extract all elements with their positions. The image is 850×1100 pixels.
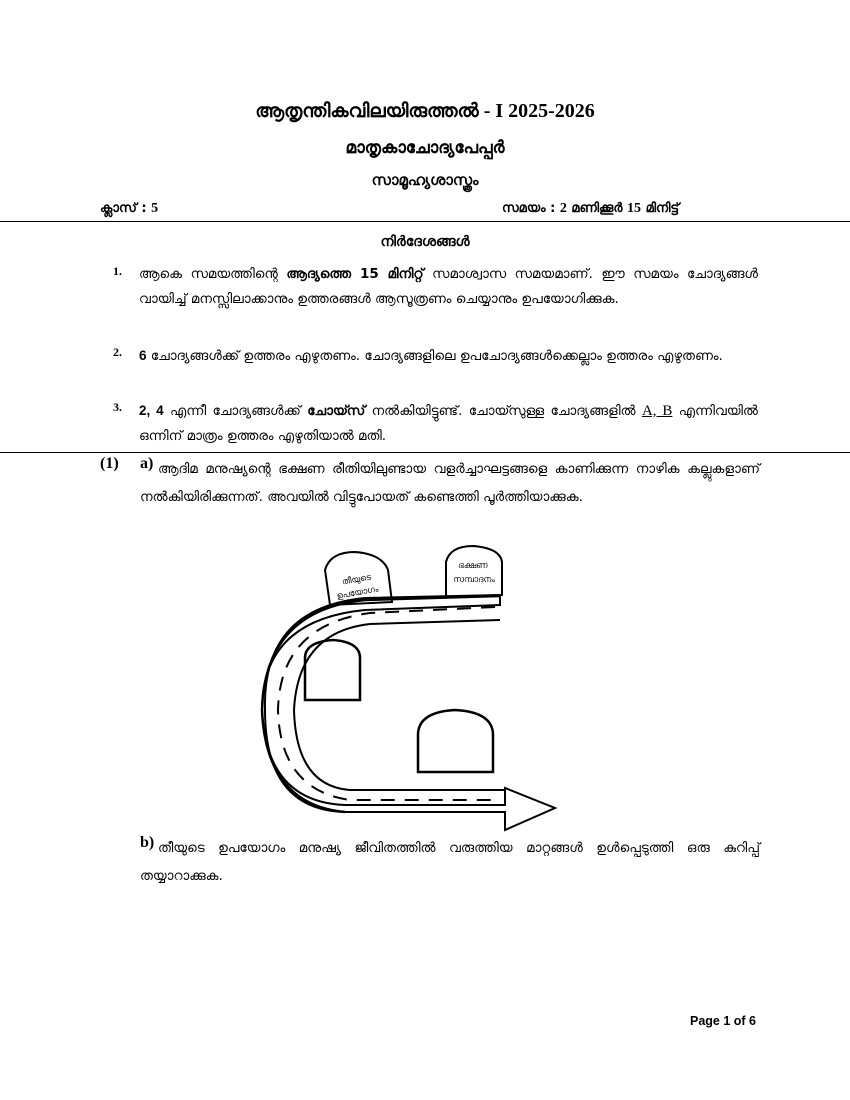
instruction-item [113, 262, 758, 312]
tunnel-upper [305, 640, 360, 700]
page-number: Page 1 of 6 [690, 1014, 756, 1028]
time-label: സമയം : [502, 201, 560, 216]
subquestion-b-text: തീയുടെ ഉപയോഗം മനുഷ്യ ജീവിതത്തിൽ വരുത്തിയ മാറ്റങ്ങൾ ഉൾപ്പെടുത്തി ഒരു കുറിപ്പ് തയ്യാറാക്കുക. [140, 840, 760, 884]
class-label: ക്ലാസ് : [100, 201, 152, 216]
instruction-number: 3. [113, 400, 122, 414]
milestone-1-label-line1: തീയുടെ [341, 572, 372, 588]
milestone-1-label-line2: ഉപയോഗം [335, 584, 380, 602]
milestone-2-label-line2: സമ്പാദനം [453, 575, 495, 585]
time-minutes: 15 [627, 201, 642, 216]
milestone-stone-2 [446, 546, 502, 597]
instructions-divider [0, 452, 850, 453]
paper-type: മാതൃകാചോദ്യപേപ്പർ [345, 138, 505, 158]
subject-title: സാമൂഹ്യശാസ്ത്രം [371, 171, 479, 189]
exam-title [0, 100, 850, 123]
instruction-item [113, 398, 758, 449]
milestone-2-label-line1: ഭക്ഷണ [458, 561, 488, 571]
time-minutes-unit: മിനിട്ട് [641, 201, 680, 216]
subquestion-a-text: ആദിമ മനുഷ്യന്റെ ഭക്ഷണ രീതിയിലുണ്ടായ വളർച്ചാഘട്ടങ്ങളെ കാണിക്കുന്ന നാഴിക കല്ലുകളാണ് നൽകിയിരിക്കുന്നത്. അവയിൽ വിട്ടുപോയത് കണ്ടെത്തി പൂർത്തിയാക്കുക. [140, 461, 760, 505]
header-divider [0, 221, 850, 222]
question-1b [100, 834, 760, 890]
subquestion-a-label: a) [140, 455, 154, 472]
time-hours-unit: മണിക്കൂർ [566, 201, 628, 216]
road-inner-edge [294, 620, 505, 790]
road-outer-edge [262, 595, 555, 830]
tunnel-lower [418, 710, 493, 772]
milestone-road-illustration [0, 540, 850, 880]
instruction-text: 2, 4 എന്നീ ചോദ്യങ്ങൾക്ക് ചോയ്സ് നൽകിയിട്ടുണ്ട്. ചോയ്സുള്ള ചോദ്യങ്ങളിൽ A, B എന്നിവയിൽ ഒന്നിന് മാത്രം ഉത്തരം എഴുതിയാൽ മതി. [139, 403, 758, 444]
class-value: 5 [151, 201, 159, 216]
time-info [502, 201, 679, 217]
instructions-heading: നിർദേശങ്ങൾ [380, 234, 470, 250]
question-number: (1) [100, 455, 119, 472]
class-info [100, 201, 158, 217]
time-hours: 2 [559, 201, 567, 216]
instruction-number: 2. [113, 345, 122, 359]
subquestion-b-label: b) [140, 834, 155, 851]
question-1 [100, 455, 760, 511]
instruction-text: ആകെ സമയത്തിന്റെ ആദ്യത്തെ 15 മിനിറ്റ് സമാശ്വാസ സമയമാണ്. ഈ സമയം ചോദ്യങ്ങൾ വായിച്ച് മനസ്സിലാക്കാനും ഉത്തരങ്ങൾ ആസൂത്രണം ചെയ്യാനും ഉപയോഗിക്കുക. [139, 266, 758, 307]
instruction-text: 6 ചോദ്യങ്ങൾക്ക് ഉത്തരം എഴുതണം. ചോദ്യങ്ങളിലെ ഉപചോദ്യങ്ങൾക്കെല്ലാം ഉത്തരം എഴുതണം. [139, 348, 723, 364]
exam-title-year: - I 2025-2026 [478, 100, 595, 122]
exam-title-ml: ആതൃന്തികവിലയിരുത്തൽ [255, 100, 479, 122]
instruction-item [113, 343, 758, 369]
instruction-number: 1. [113, 264, 122, 278]
